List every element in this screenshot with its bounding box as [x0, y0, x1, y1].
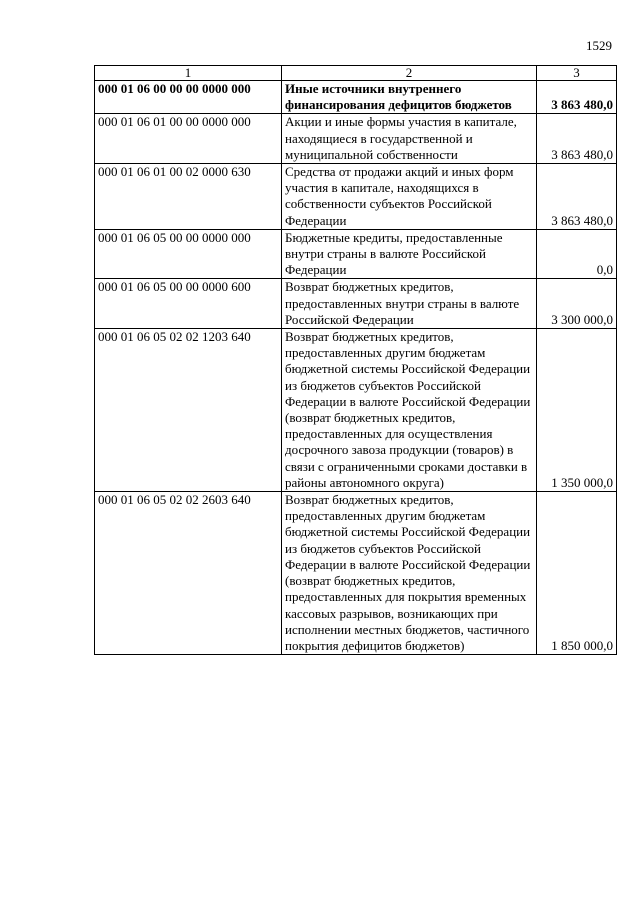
- amount: 3 300 000,0: [537, 279, 617, 329]
- amount: 1 350 000,0: [537, 329, 617, 492]
- budget-code: 000 01 06 05 02 02 1203 640: [95, 329, 282, 492]
- column-header-3: 3: [537, 66, 617, 81]
- column-header-1: 1: [95, 66, 282, 81]
- budget-code: 000 01 06 05 00 00 0000 600: [95, 279, 282, 329]
- table-row: [95, 81, 617, 114]
- amount: 1 850 000,0: [537, 492, 617, 655]
- column-header-2: 2: [282, 66, 537, 81]
- page-number: 1529: [586, 38, 612, 53]
- budget-code: 000 01 06 01 00 00 0000 000: [95, 114, 282, 164]
- table-row: [95, 279, 617, 329]
- amount: 3 863 480,0: [537, 114, 617, 164]
- amount: 0,0: [537, 229, 617, 279]
- budget-sources-table: [94, 65, 617, 655]
- table-row: [95, 492, 617, 655]
- source-name: Средства от продажи акций и иных форм участия в капитале, находящихся в собственности субъектов Российской Федерации: [282, 164, 537, 230]
- source-name: Возврат бюджетных кредитов, предоставленных внутри страны в валюте Российской Федерации: [282, 279, 537, 329]
- table-row: [95, 164, 617, 230]
- budget-code: 000 01 06 01 00 02 0000 630: [95, 164, 282, 230]
- table-row: [95, 114, 617, 164]
- source-name: Бюджетные кредиты, предоставленные внутри страны в валюте Российской Федерации: [282, 229, 537, 279]
- budget-code: 000 01 06 00 00 00 0000 000: [95, 81, 282, 114]
- table-row: [95, 329, 617, 492]
- amount: 3 863 480,0: [537, 164, 617, 230]
- table-row: [95, 229, 617, 279]
- source-name: Иные источники внутреннего финансирования дефицитов бюджетов: [282, 81, 537, 114]
- source-name: Возврат бюджетных кредитов, предоставленных другим бюджетам бюджетной системы Российской Федерации из бюджетов субъектов Российской Федерации в валюте Российской Федерации (возврат бюджетных кредитов, предоставленных для покрытия временных кассовых разрывов, возникающих при исполнении местных бюджетов, частичного покрытия дефицитов бюджетов): [282, 492, 537, 655]
- table-header-row: [95, 66, 617, 81]
- source-name: Акции и иные формы участия в капитале, находящиеся в государственной и муниципальной собственности: [282, 114, 537, 164]
- amount: 3 863 480,0: [537, 81, 617, 114]
- budget-code: 000 01 06 05 00 00 0000 000: [95, 229, 282, 279]
- source-name: Возврат бюджетных кредитов, предоставленных другим бюджетам бюджетной системы Российской Федерации из бюджетов субъектов Российской Федерации в валюте Российской Федерации (возврат бюджетных кредитов, предоставленных для осуществления досрочного завоза продукции (товаров) в связи с ограниченными сроками доставки в районы автономного округа): [282, 329, 537, 492]
- budget-code: 000 01 06 05 02 02 2603 640: [95, 492, 282, 655]
